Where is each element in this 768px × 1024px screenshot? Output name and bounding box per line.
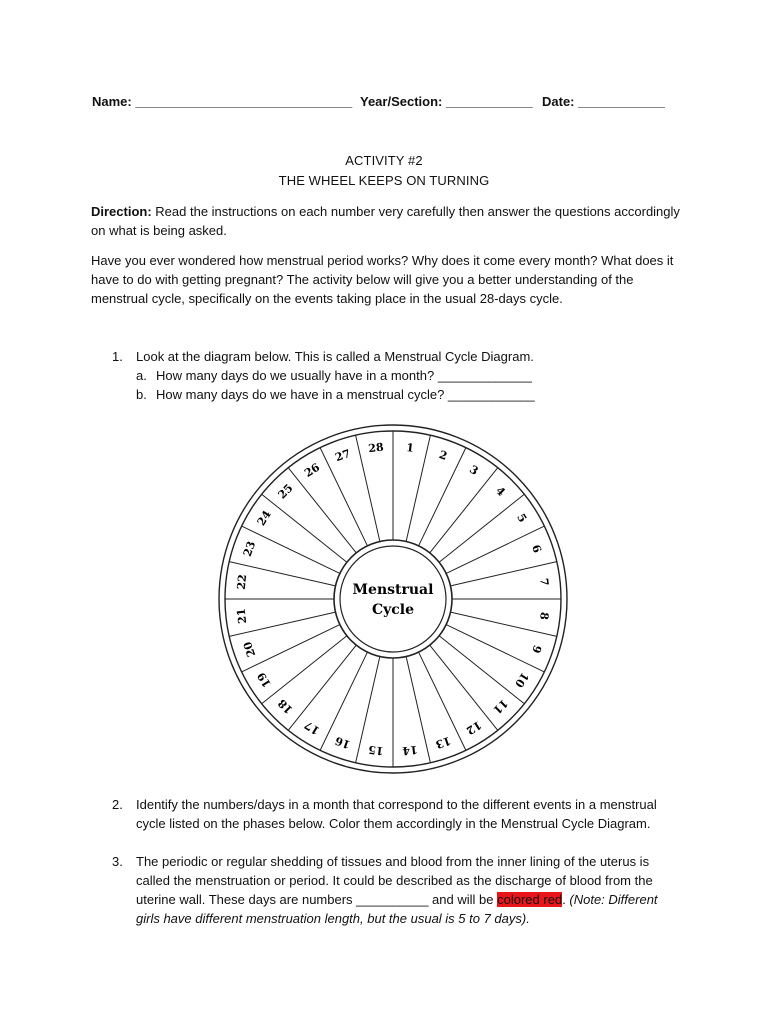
- direction-text: Read the instructions on each number very carefully then answer the questions accordingly on what is being asked.: [91, 204, 680, 238]
- wheel-day-label[interactable]: 12: [463, 718, 484, 738]
- sub-question-letter: b.: [136, 387, 147, 402]
- wheel-day-label[interactable]: 17: [302, 718, 323, 738]
- wheel-spoke: [419, 652, 466, 750]
- wheel-spoke: [288, 468, 356, 553]
- wheel-day-label[interactable]: 22: [234, 573, 250, 591]
- wheel-day-label[interactable]: 1: [405, 441, 415, 455]
- wheel-day-label[interactable]: 7: [537, 577, 551, 587]
- date-field[interactable]: Date: ____________: [542, 94, 665, 109]
- question-text: Identify the numbers/days in a month that correspond to the different events in a menstrual cycle listed on the phases below. Color them accordingly in the Menstrual Cycle Diagram.: [136, 797, 657, 831]
- wheel-spoke: [439, 494, 524, 562]
- wheel-spoke: [242, 526, 340, 573]
- question-text-end: .: [562, 892, 570, 907]
- question-2: [112, 795, 672, 833]
- question-1: [112, 347, 672, 404]
- wheel-day-label[interactable]: 20: [240, 639, 259, 659]
- sub-question-a[interactable]: How many days do we usually have in a month? _____________: [156, 368, 532, 383]
- question-number: 3.: [112, 854, 123, 869]
- wheel-day-label[interactable]: 25: [275, 481, 296, 502]
- wheel-day-label[interactable]: 28: [367, 440, 385, 456]
- wheel-day-label[interactable]: 8: [537, 611, 551, 621]
- wheel-spoke: [439, 636, 524, 704]
- wheel-day-label[interactable]: 2: [437, 448, 449, 463]
- wheel-day-label[interactable]: 27: [333, 446, 353, 465]
- activity-title: THE WHEEL KEEPS ON TURNING: [278, 173, 490, 188]
- wheel-day-label[interactable]: 11: [490, 696, 511, 717]
- activity-number: ACTIVITY #2: [345, 153, 423, 168]
- sub-question-b[interactable]: How many days do we have in a menstrual cycle? ____________: [156, 387, 535, 402]
- wheel-day-label[interactable]: 3: [467, 462, 481, 478]
- wheel-day-label[interactable]: 21: [234, 607, 250, 625]
- wheel-day-label[interactable]: 14: [401, 742, 419, 758]
- wheel-spoke: [262, 494, 347, 562]
- wheel-center-label: Menstrual: [352, 582, 434, 598]
- direction-paragraph: [91, 202, 681, 240]
- question-3: [112, 852, 672, 928]
- wheel-spoke: [419, 448, 466, 546]
- menstruation-note: (Note: Different girls have different menstruation length, but the usual is 5 to 7 days).: [136, 892, 658, 926]
- wheel-day-label[interactable]: 6: [529, 543, 544, 555]
- wheel-day-label[interactable]: 9: [529, 643, 544, 655]
- question-number: 1.: [112, 349, 123, 364]
- wheel-day-label[interactable]: 18: [275, 696, 296, 717]
- wheel-spoke: [320, 652, 367, 750]
- wheel-center-label: Cycle: [371, 602, 415, 618]
- wheel-day-label[interactable]: 23: [240, 539, 259, 559]
- menstrual-cycle-wheel: [215, 424, 571, 774]
- wheel-spoke: [288, 645, 356, 730]
- wheel-day-label[interactable]: 15: [367, 742, 385, 758]
- wheel-day-label[interactable]: 13: [433, 733, 453, 752]
- wheel-center-inner-ring: [340, 546, 446, 652]
- wheel-day-label[interactable]: 24: [254, 508, 274, 529]
- wheel-day-label[interactable]: 5: [514, 511, 530, 525]
- question-text: Look at the diagram below. This is called a Menstrual Cycle Diagram.: [136, 349, 534, 364]
- wheel-day-label[interactable]: 4: [493, 484, 508, 499]
- wheel-day-label[interactable]: 26: [302, 460, 323, 480]
- name-field[interactable]: Name: ______________________________: [92, 94, 353, 109]
- wheel-spoke: [446, 526, 544, 573]
- wheel-day-label[interactable]: 16: [333, 733, 353, 752]
- direction-label: Direction:: [91, 204, 152, 219]
- wheel-spoke: [262, 636, 347, 704]
- question-text: The periodic or regular shedding of tissues and blood from the inner lining of the uterus is called the menstruation or period. It could be described as the discharge of blood from the uterine wall. These days are numbers __________ and will be: [136, 854, 653, 907]
- wheel-day-label[interactable]: 10: [512, 669, 532, 690]
- wheel-day-label[interactable]: 19: [254, 669, 274, 690]
- wheel-spoke: [446, 625, 544, 672]
- question-number: 2.: [112, 797, 123, 812]
- highlight-colored-red: colored red: [497, 892, 563, 907]
- wheel-spoke: [430, 645, 498, 730]
- year-section-field[interactable]: Year/Section: ____________: [360, 94, 533, 109]
- wheel-spoke: [430, 468, 498, 553]
- sub-question-letter: a.: [136, 368, 147, 383]
- wheel-spoke: [242, 625, 340, 672]
- intro-paragraph: Have you ever wondered how menstrual period works? Why does it come every month? What does it have to do with getting pregnant? The activity below will give you a better understanding of the menstrual cycle, specifically on the events taking place in the usual 28-days cycle.: [91, 253, 674, 306]
- wheel-spoke: [320, 448, 367, 546]
